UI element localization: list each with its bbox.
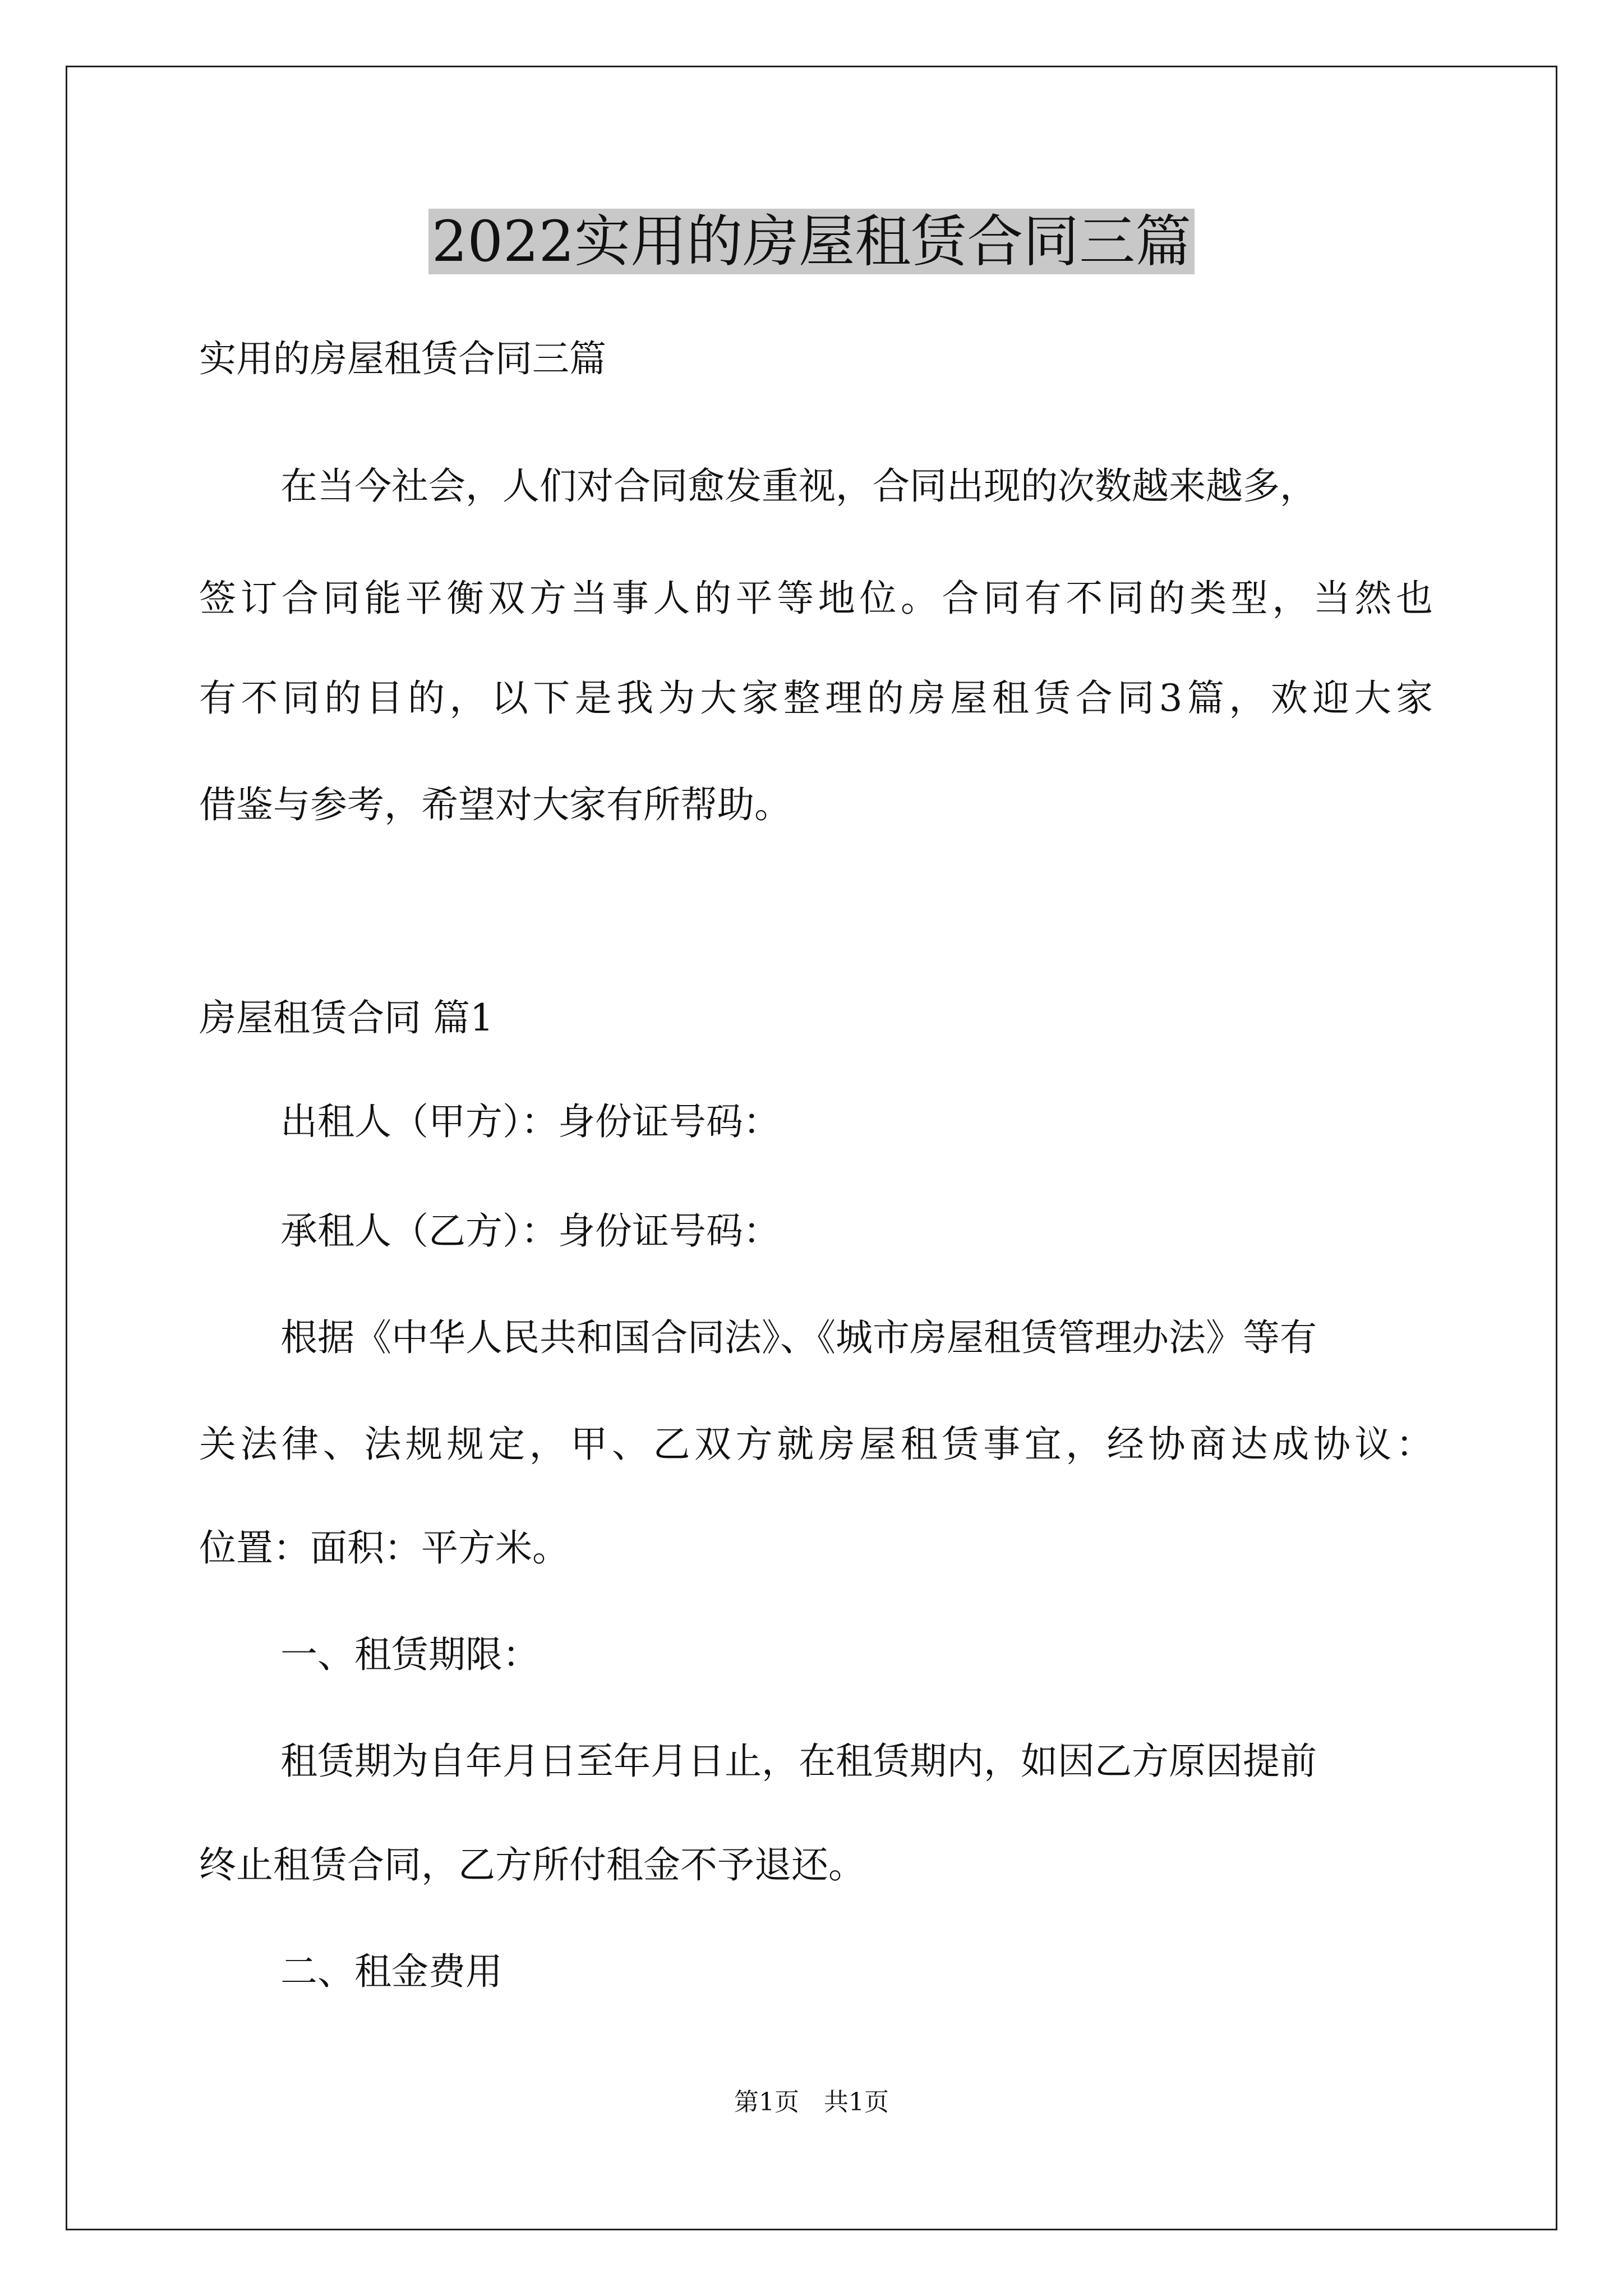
page-border [66,66,1557,2230]
intro-paragraph-line: 有不同的目的，以下是我为大家整理的房屋租赁合同3篇，欢迎大家 [199,677,1433,720]
clause-heading: 一、租赁期限： [280,1633,540,1676]
document-title [0,205,1623,278]
contract-paragraph-line: 根据《中华人民共和国合同法》、《城市房屋租赁管理办法》等有 [280,1316,1317,1359]
contract-paragraph-line: 位置：面积：平方米。 [199,1526,569,1570]
page-footer [0,2086,1623,2119]
section-heading: 房屋租赁合同 篇1 [199,996,494,1039]
intro-paragraph-line: 签订合同能平衡双方当事人的平等地位。合同有不同的类型，当然也 [199,577,1433,620]
subtitle-line: 实用的房屋租赁合同三篇 [199,337,606,380]
page-number: 第1页 [734,2088,799,2116]
lessee-line: 承租人（乙方）：身份证号码： [280,1209,780,1253]
intro-paragraph-line: 在当今社会，人们对合同愈发重视，合同出现的次数越来越多， [280,464,1317,508]
contract-paragraph-line: 关法律、法规规定，甲、乙双方就房屋租赁事宜，经协商达成协议： [199,1423,1433,1466]
document-title-text: 2022实用的房屋租赁合同三篇 [428,209,1195,274]
clause-paragraph-line: 终止租赁合同，乙方所付租金不予退还。 [199,1843,865,1887]
clause-heading: 二、租金费用 [280,1950,502,1993]
intro-paragraph-line: 借鉴与参考，希望对大家有所帮助。 [199,783,791,826]
page-total: 共1页 [824,2088,889,2116]
lessor-line: 出租人（甲方）：身份证号码： [280,1100,780,1143]
clause-paragraph-line: 租赁期为自年月日至年月日止，在租赁期内，如因乙方原因提前 [280,1740,1317,1783]
